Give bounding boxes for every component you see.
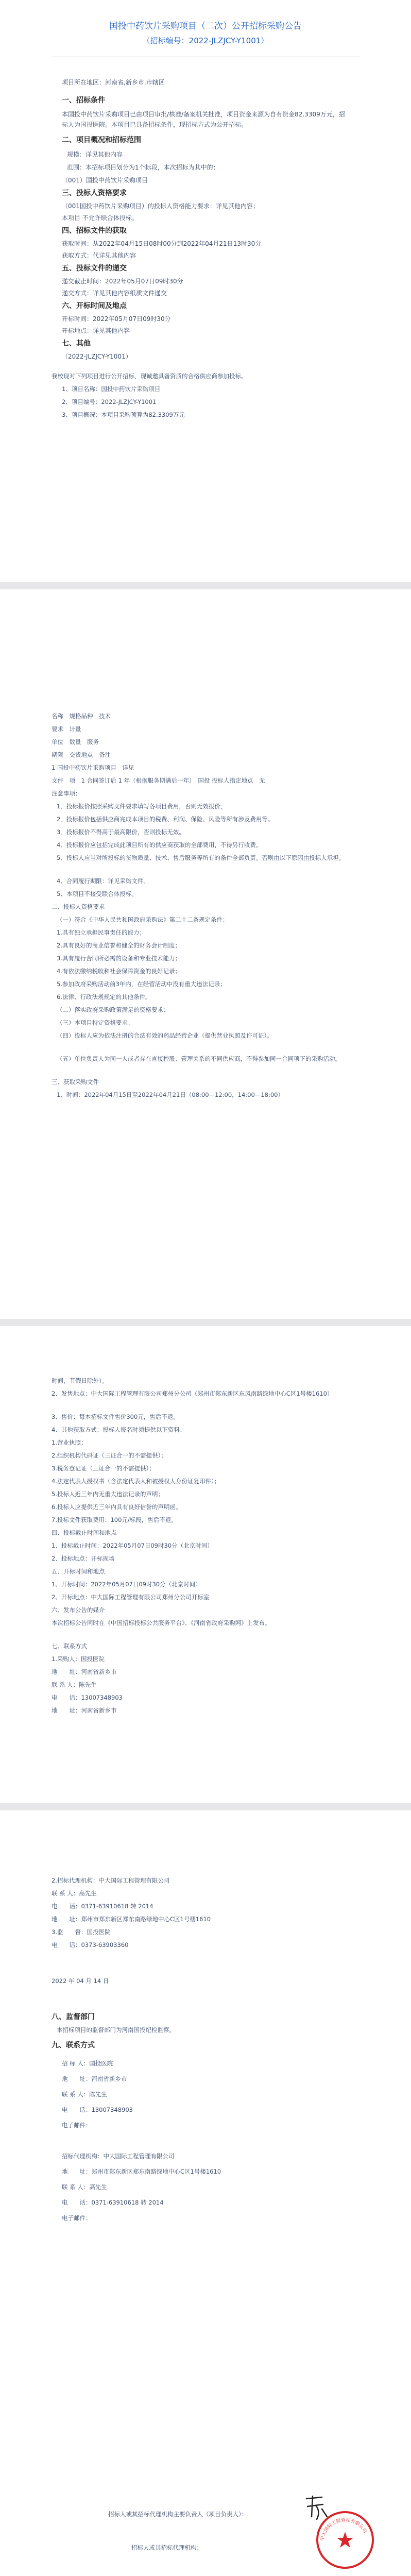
section-8-heading: 八、监督部门: [52, 2013, 95, 2021]
page3-line-24: 电 话：13007348903: [52, 1694, 123, 1701]
page2-line-12: 5．投标人应当对所投标的货物质量、技术、售后服务等所有的条件全部负责。否则由以下原因由投标人承担。: [57, 854, 345, 861]
page3-line-5: 1.营业执照；: [52, 1439, 87, 1446]
project-location: 项目所在地区：河南省,新乡市,市辖区: [62, 79, 165, 86]
page3-line-6: 2.组织机构代码证（三证合一的不需提供）；: [52, 1452, 167, 1459]
page2-line-17: 1.具有独立承担民事责任的能力；: [57, 929, 145, 936]
section-1-text: 本国投中药饮片采购项目已由项目审批/核准/备案机关批准，项目资金来源为自有资金82.3309万元，招标人为国投医院。本项目已具备招标条件，现招标方式为公开招标。: [62, 111, 345, 128]
page2-line-18: 2.具有良好的商业信誉和健全的财务会计制度；: [57, 942, 181, 949]
section-3-heading: 三、投标人资格要求: [62, 189, 127, 197]
page3-line-8: 4.法定代表人授权书（含法定代表人和被授权人身份证复印件）；: [52, 1478, 220, 1485]
contact-agency-email: 电子邮件：: [62, 2214, 92, 2222]
page3-line-14: 2、投标地点：开标现场: [52, 1555, 115, 1562]
page2-line-21: 5.参加政府采购活动前3年内，在经营活动中没有重大违法记录；: [57, 980, 226, 988]
section-4-heading: 四、招标文件的获取: [62, 227, 127, 235]
page2-line-26: （五）单位负责人为同一人或者存在直接控股、管理关系的不同供应商，不得参加同一合同项下的采购活动。: [57, 1055, 341, 1062]
page2-line-13: 4、合同履行期限：详见采购文件。: [57, 877, 149, 885]
page2-line-3: 单位 数量 服务: [52, 738, 99, 745]
page2-line-5: 1 国投中药饮片采购项目 详见: [52, 764, 134, 771]
page4-line-2: 联 系 人：高先生: [52, 1890, 97, 1897]
page3-line-23: 联 系 人：陈先生: [52, 1681, 97, 1688]
page4-line-1: 2.招标代理机构：中大国际工程管理有限公司: [52, 1877, 170, 1884]
page2-line-16: （一）符合《中华人民共和国政府采购法》第二十二条规定条件：: [57, 916, 229, 923]
page2-line-11: 4．投标报价应包括完成此项目所有的供应商获取的全部费用，不得另行收费。: [57, 841, 262, 849]
page2-line-20: 4.有依法缴纳税收和社会保障资金的良好记录；: [57, 968, 181, 975]
page2-line-24: （三）本项目特定资格要求：: [57, 1019, 134, 1026]
section-6-heading: 六、开标时间及地点: [62, 302, 127, 310]
page1-footer-3: 2、项目编号：2022-JLZJCY-Y1001: [62, 398, 157, 405]
page4-line-3: 电 话：0371-63910618 转 2014: [52, 1903, 153, 1910]
page3-line-22: 地 址：河南省新乡市: [52, 1668, 117, 1675]
page2-line-28: 1、时间：2022年04月15日至2022年04月21日（08:00—12:00，14:00—18:00）: [57, 1091, 284, 1098]
section-2-range: 范围：本招标项目划分为1个标段，本次招标为其中的：: [67, 164, 219, 171]
page2-line-2: 要求 计量: [52, 725, 81, 733]
section-5-deadline: 递交截止时间：2022年05月07日09时30分: [62, 278, 183, 285]
section-3-joint: 本项目 不允许联合体投标。: [62, 214, 138, 222]
page2-line-15: 二、投标人资格要求: [52, 903, 105, 910]
page1-footer-4: 3、项目概况：本项目采购预算为82.3309万元: [62, 411, 185, 418]
page3-line-21: 1.采购人：国投医院: [52, 1655, 105, 1663]
page1-footer-1: 我校现对下列项目进行公开招标，现诚邀具备资质的合格供应商参加投标。: [52, 372, 247, 380]
contact-agency-person: 联 系 人：高先生: [62, 2183, 107, 2191]
contact-agency-phone: 电 话：0371-63910618 转 2014: [62, 2199, 164, 2206]
notice-title: 国投中药饮片采购项目（二次）公开招标采购公告: [109, 21, 302, 31]
page3-line-10: 6.投标人应提供近三年内具有良好信誉的声明函。: [52, 1503, 182, 1511]
page4-line-4: 地 址：郑州市郑东新区郑东南路绿地中心C区1号楼1610: [52, 1916, 211, 1923]
section-7-heading: 七、其他: [62, 340, 91, 348]
section-4-time: 获取时间：从2022年04月15日08时00分到2022年04月21日13时30分: [62, 240, 262, 247]
page3-line-9: 5.投标人近三年内无重大违法记录的声明；: [52, 1490, 164, 1498]
page3-line-11: 7.投标文件获取费用：100元/标段，售后不退。: [52, 1516, 177, 1523]
page2-line-19: 3.具有履行合同所必需的设备和专业技术能力；: [57, 955, 181, 962]
page2-line-27: 三、获取采购文件: [52, 1078, 99, 1086]
signature-line-2: 招标人或其招标代理机构：: [131, 2544, 202, 2551]
company-seal: [314, 2509, 376, 2571]
page3-line-13: 1、投标截止时间：2022年05月07日09时30分（北京时间）: [52, 1542, 213, 1549]
page2-line-8: 1．投标报价按照采购文件要求填写各项目费用，否则无效报价，: [57, 803, 227, 810]
page2-line-7: 注意事项：: [52, 790, 81, 797]
page2-line-25: （四）投标人应为依法注册的合法有效的药品经营企业（提供营业执照及许可证）。: [57, 1032, 273, 1039]
section-5-heading: 五、投标文件的递交: [62, 264, 127, 273]
notice-number: （招标编号：2022-JLZJCY-Y1001）: [142, 36, 269, 45]
page1-footer-2: 1、项目名称：国投中药饮片采购项目: [62, 385, 161, 393]
page2-line-6: 文件 项 1 合同签订后 1 年（根据服务期满后一年） 国投 投标人指定地点 无: [52, 777, 265, 784]
seal-text: 中大国际工程管理有限公司: [320, 2517, 368, 2541]
page-separator: [0, 582, 411, 589]
page2-line-9: 2．投标报价包括供应商完成本项目的税费、利润、保险、风险等所有涉及费用等。: [57, 816, 274, 823]
page2-line-14: 5、本项目不接受联合体投标。: [57, 890, 138, 897]
section-2-heading: 二、项目概况和招标范围: [62, 136, 141, 144]
section-6-time: 开标时间：2022年05月07日09时30分: [62, 315, 171, 323]
page2-line-4: 期限 交货地点 备注: [52, 751, 111, 758]
page4-line-5: 3.监 督：国投医院: [52, 1928, 111, 1936]
page2-line-22: 6.法律、行政法规规定的其他条件。: [57, 993, 151, 1001]
contact-purchaser-person: 联 系 人：陈先生: [62, 2091, 107, 2098]
section-7-text: （2022-JLZJCY-Y1001）: [62, 353, 132, 360]
page3-line-4: 4、其他获取方式：投标人报名时须提供以下资料：: [52, 1426, 186, 1433]
section-6-place: 开标地点：详见其他内容: [62, 327, 130, 334]
page4-line-6: 电 话：0373-63903360: [52, 1941, 129, 1948]
section-4-way: 获取方式：代详见其他内容: [62, 252, 136, 259]
contact-purchaser-email: 电子邮件：: [62, 2122, 92, 2129]
section-5-way: 递交方式：详见其他内容纸质文件递交: [62, 290, 167, 297]
section-3-requirement: （001国投中药饮片采购项目）的投标人资格能力要求：详见其他内容；: [62, 202, 259, 210]
page3-line-17: 2、开标地点：中大国际工程管理有限公司郑州分公司开标室: [52, 1594, 210, 1601]
contact-purchaser: 招 标 人：国投医院: [62, 2060, 113, 2067]
page2-line-23: （二）落实政府采购政策满足的资格要求：: [57, 1006, 169, 1013]
contact-purchaser-phone: 电 话：13007348903: [62, 2106, 133, 2113]
page3-line-15: 五、开标时间和地点: [52, 1568, 105, 1575]
page3-line-16: 1、开标时间：2022年05月07日09时30分（北京时间）: [52, 1581, 201, 1588]
contact-agency-address: 地 址：郑州市郑东新区郑东南路绿地中心C区1号楼1610: [62, 2168, 221, 2175]
section-9-heading: 九、联系方式: [52, 2041, 95, 2049]
section-2-scale: 规模：详见其他内容: [67, 151, 123, 158]
contact-purchaser-address: 地 址：河南省新乡市: [62, 2075, 127, 2082]
page-separator: [0, 1319, 411, 1326]
page2-line-1: 名称 规格品种 技术: [52, 713, 111, 720]
page3-line-3: 3、售价：每本招标文件售价300元，售后不退。: [52, 1413, 179, 1420]
page3-line-12: 四、投标截止时间和地点: [52, 1529, 117, 1536]
page3-line-20: 七、联系方式: [52, 1642, 87, 1650]
page-separator: [0, 1803, 411, 1810]
page3-line-19: 本次招标公告同时在《中国招标投标公共服务平台》、《河南省政府采购网》上发布。: [52, 1619, 271, 1626]
section-8-text: 本招标项目的监督部门为河南国投纪检监察。: [57, 2026, 175, 2033]
section-1-heading: 一、招标条件: [62, 96, 105, 105]
page3-line-7: 3.税务登记证（三证合一的不需提供）；: [52, 1465, 155, 1472]
page3-line-18: 六、发布公告的媒介: [52, 1606, 105, 1614]
section-2-lot: （001）国投中药饮片采购项目: [62, 177, 148, 184]
signature-line-1: 招标人或其招标代理机构主要负责人（项目负责人）：: [108, 2511, 248, 2518]
page3-line-1: 时间，节假日除外）。: [52, 1377, 108, 1384]
page2-line-10: 3．投标报价不得高于最高限价，否则投标无效。: [57, 828, 185, 836]
page3-line-2: 2、发售地点：中大国际工程管理有限公司郑州分公司（郑州市郑东新区东风南路绿地中心C区1号楼1610）: [52, 1390, 333, 1397]
contact-agency: 招标代理机构：中大国际工程管理有限公司: [62, 2153, 175, 2160]
page3-line-25: 地 址：河南省新乡市: [52, 1707, 117, 1714]
notice-date: 2022 年 04 月 14 日: [52, 1977, 109, 1985]
